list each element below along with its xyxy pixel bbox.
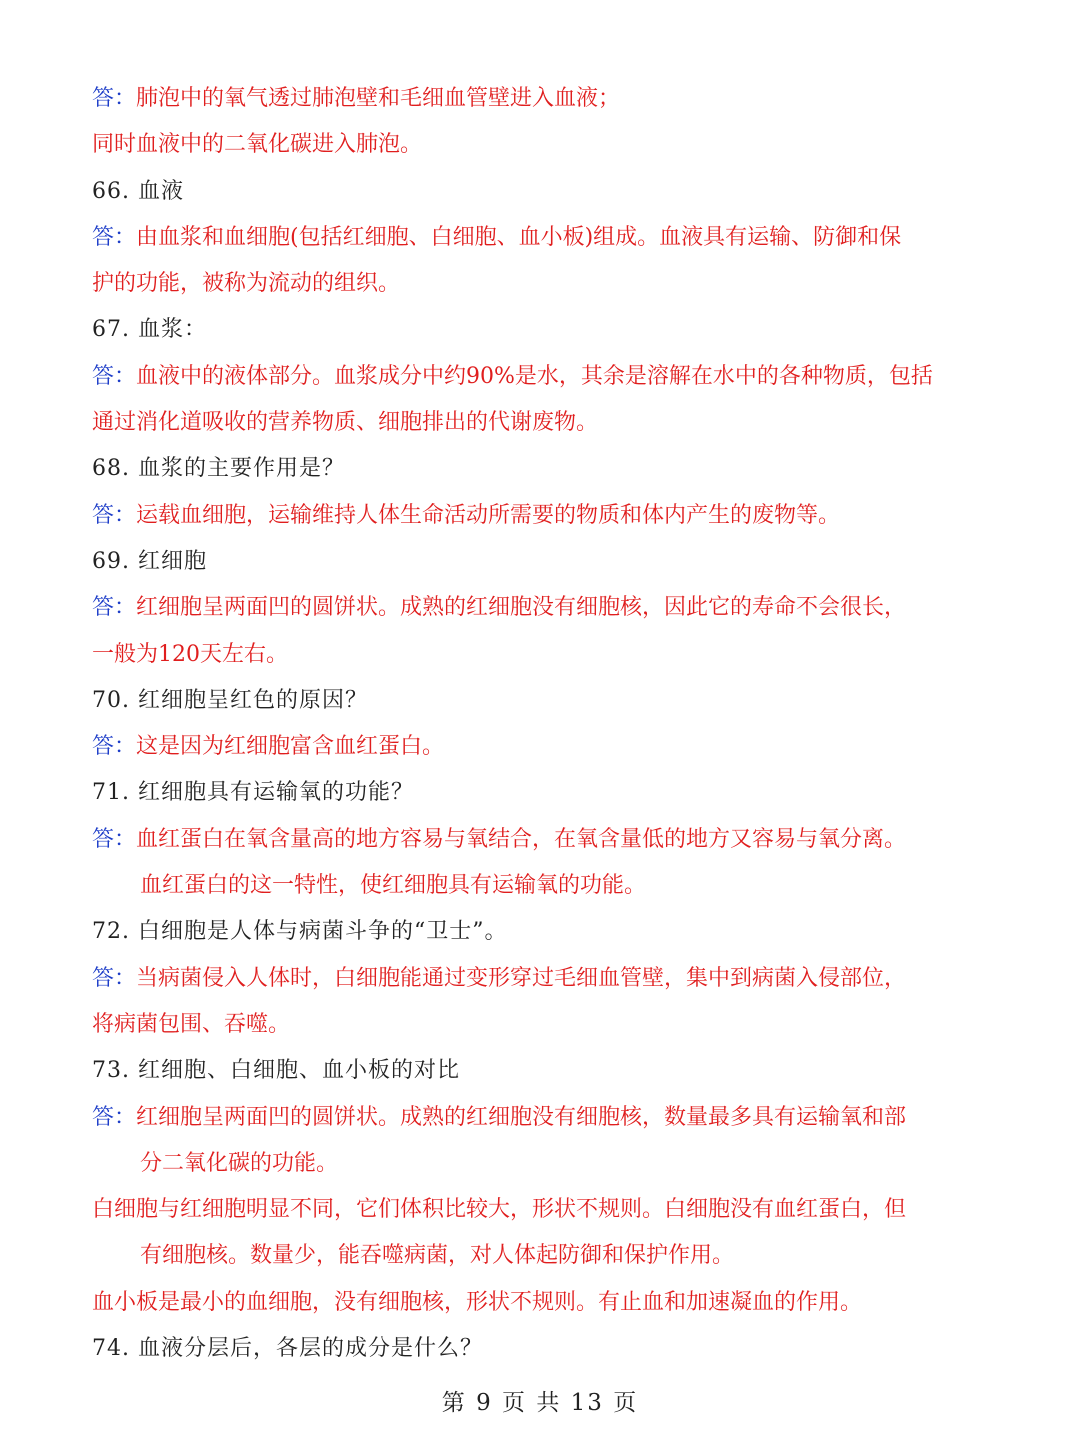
answer-line: 白细胞与红细胞明显不同，它们体积比较大，形状不规则。白细胞没有血红蛋白，但 <box>92 1197 907 1223</box>
answer-line <box>92 215 1002 261</box>
answer-line <box>92 724 1002 770</box>
answer-label: 答： <box>92 1104 137 1130</box>
question-72: 72. 白细胞是人体与病菌斗争的“卫士”。 <box>92 919 508 945</box>
answer-line: 血小板是最小的血细胞，没有细胞核，形状不规则。有止血和加速凝血的作用。 <box>92 1289 863 1315</box>
answer-line <box>92 956 1002 1002</box>
answer-line <box>92 493 1002 539</box>
answer-label: 答： <box>92 826 137 852</box>
answer-text: 红细胞呈两面凹的圆饼状。成熟的红细胞没有细胞核，数量最多具有运输氧和部 <box>136 1104 907 1130</box>
question-69: 69. 红细胞 <box>92 548 207 574</box>
answer-line <box>92 354 1002 400</box>
answer-label: 答： <box>92 502 137 528</box>
answer-label: 答： <box>92 86 137 111</box>
answer-text: 血液中的液体部分。血浆成分中约90%是水，其余是溶解在水中的各种物质，包括 <box>136 363 933 389</box>
question-67: 67. 血浆： <box>92 317 207 343</box>
answer-label: 答： <box>92 734 137 760</box>
answer-line: 血红蛋白的这一特性，使红细胞具有运输氧的功能。 <box>140 873 647 899</box>
question-70: 70. 红细胞呈红色的原因？ <box>92 687 368 713</box>
answer-text: 这是因为红细胞富含血红蛋白。 <box>136 734 445 760</box>
answer-line: 一般为120天左右。 <box>92 641 288 667</box>
answer-line: 有细胞核。数量少，能吞噬病菌，对人体起防御和保护作用。 <box>140 1243 735 1269</box>
answer-text: 血红蛋白在氧含量高的地方容易与氧结合，在氧含量低的地方又容易与氧分离。 <box>136 826 907 852</box>
answer-text: 红细胞呈两面凹的圆饼状。成熟的红细胞没有细胞核，因此它的寿命不会很长， <box>136 595 907 621</box>
answer-text: 肺泡中的氧气透过肺泡壁和毛细血管壁进入血液； <box>136 86 621 111</box>
question-66: 66. 血液 <box>92 178 184 204</box>
answer-line: 护的功能，被称为流动的组织。 <box>92 271 401 297</box>
question-73: 73. 红细胞、白细胞、血小板的对比 <box>92 1058 460 1084</box>
question-71: 71. 红细胞具有运输氧的功能？ <box>92 780 414 806</box>
question-68: 68. 血浆的主要作用是？ <box>92 456 345 482</box>
answer-label: 答： <box>92 363 137 389</box>
answer-text: 由血浆和血细胞(包括红细胞、白细胞、血小板)组成。血液具有运输、防御和保 <box>136 224 902 250</box>
answer-line: 通过消化道吸收的营养物质、细胞排出的代谢废物。 <box>92 410 599 436</box>
answer-line: 同时血液中的二氧化碳进入肺泡。 <box>92 132 423 158</box>
answer-text: 运载血细胞，运输维持人体生命活动所需要的物质和体内产生的废物等。 <box>136 502 841 528</box>
answer-text: 当病菌侵入人体时，白细胞能通过变形穿过毛细血管壁，集中到病菌入侵部位， <box>136 965 907 991</box>
answer-label: 答： <box>92 965 137 991</box>
answer-line <box>92 1095 1002 1141</box>
question-74: 74. 血液分层后，各层的成分是什么？ <box>92 1336 483 1362</box>
answer-line <box>92 585 1002 631</box>
answer-label: 答： <box>92 224 137 250</box>
page-number-footer: 第 9 页 共 13 页 <box>441 1390 639 1416</box>
answer-line: 将病菌包围、吞噬。 <box>92 1011 291 1037</box>
answer-line: 分二氧化碳的功能。 <box>140 1150 339 1176</box>
document-body <box>92 76 1002 1372</box>
answer-label: 答： <box>92 595 137 621</box>
answer-line <box>92 817 1002 863</box>
answer-line <box>92 76 1002 122</box>
